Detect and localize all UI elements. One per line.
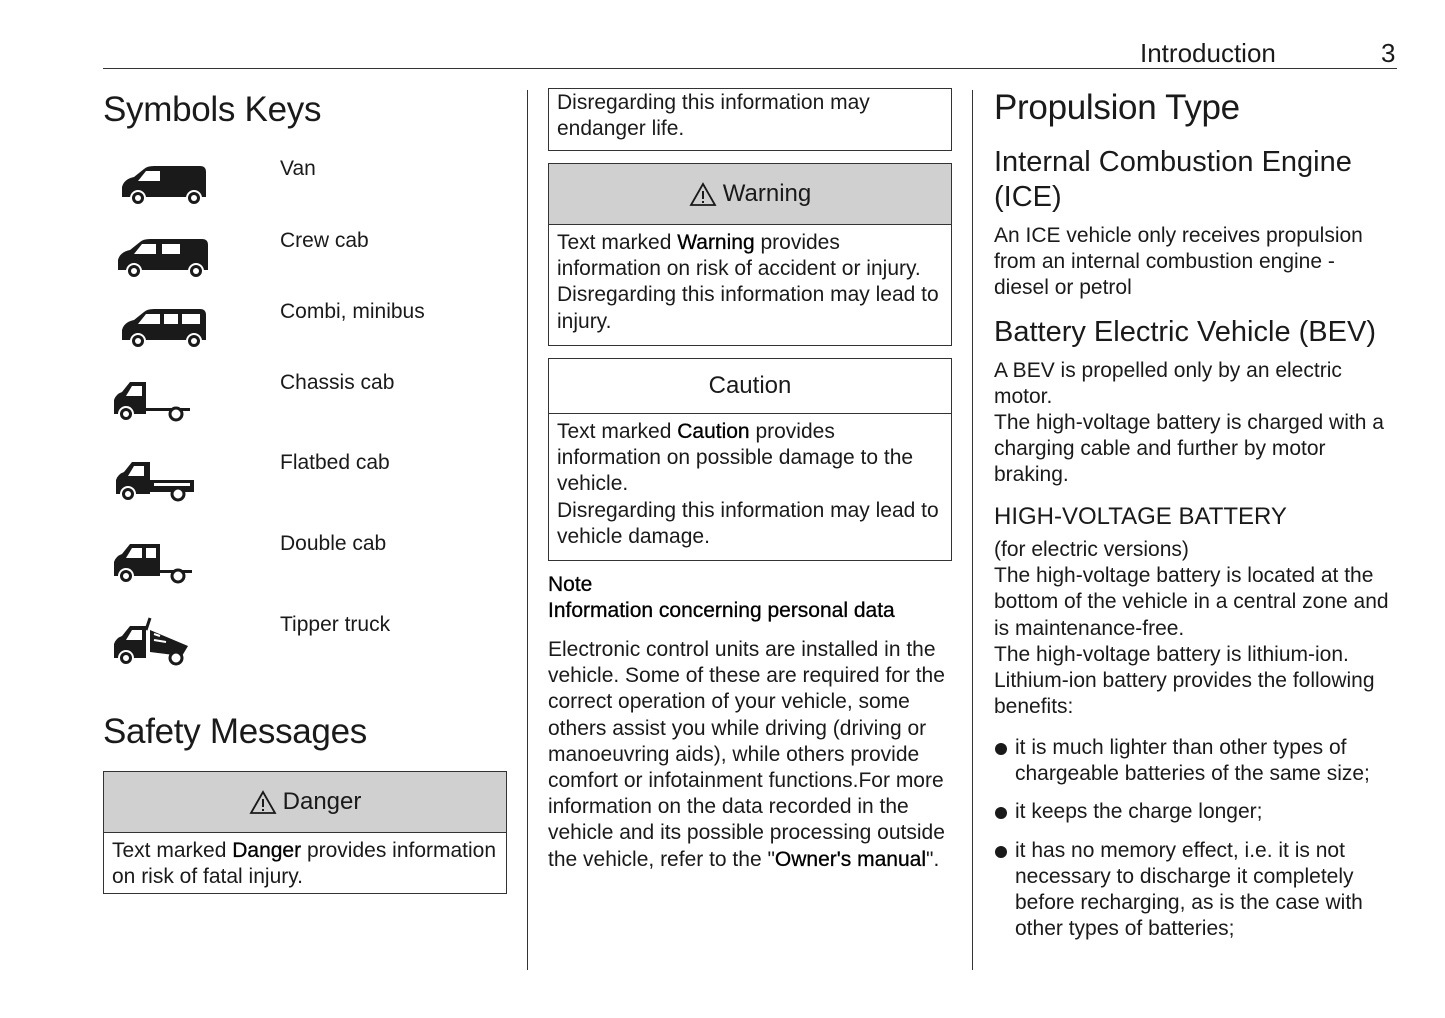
danger-box xyxy=(103,771,507,894)
warning-triangle-icon xyxy=(249,790,277,815)
caution-text-pre: Text marked xyxy=(557,420,678,443)
warning-text-strong: Warning xyxy=(677,231,755,254)
warning-triangle-icon xyxy=(689,182,717,207)
danger-title: Danger xyxy=(282,788,362,815)
chassis-cab-icon xyxy=(110,370,215,430)
symbol-label-crew-cab: Crew cab xyxy=(280,229,369,252)
ice-heading: Internal Combustion Engine (ICE) xyxy=(994,146,1352,213)
warning-text-post: provides information on risk of accident or injury. xyxy=(557,231,921,281)
warning-box-header xyxy=(549,164,951,225)
hv-battery-heading: HIGH-VOLTAGE BATTERY xyxy=(994,503,1287,530)
benefit-text: it has no memory effect, i.e. it is not necessary to discharge it completely before recharging, as is the case with other types of batteries; xyxy=(1015,838,1363,941)
symbol-label-combi-minibus: Combi, minibus xyxy=(280,300,425,323)
bev-text-1: A BEV is propelled only by an electric motor. xyxy=(994,359,1342,409)
symbols-keys-heading: Symbols Keys xyxy=(103,90,322,129)
warning-title: Warning xyxy=(722,180,812,207)
column-divider-left xyxy=(527,90,528,970)
danger-continued-box xyxy=(548,88,952,151)
danger-text-post: provides information on risk of fatal injury. xyxy=(112,839,497,889)
bullet-icon xyxy=(995,846,1007,858)
header-rule xyxy=(103,68,1397,69)
note-body-text: Electronic control units are installed in the vehicle. Some of these are required for the correct operation of your vehicle, some others assist you while driving (driving or manoeuvring aids), while others provide comfort or infotainment functions.For more information on the data recorded in the vehicle and its possible processing outside the vehicle, refer to the " xyxy=(548,638,945,871)
caution-box-header xyxy=(549,359,951,414)
flatbed-cab-icon xyxy=(110,450,215,510)
tipper-truck-icon xyxy=(110,612,215,672)
caution-text-extra: Disregarding this information may lead to vehicle damage. xyxy=(557,498,939,548)
crew-cab-icon xyxy=(110,228,215,288)
ice-text: An ICE vehicle only receives propulsion from an internal combustion engine - diesel or petrol xyxy=(994,224,1363,300)
danger-text-strong: Danger xyxy=(232,839,302,862)
bev-heading: Battery Electric Vehicle (BEV) xyxy=(994,316,1376,348)
note-label xyxy=(548,572,592,598)
double-cab-icon xyxy=(110,532,215,592)
van-icon xyxy=(110,155,215,215)
symbol-label-chassis-cab: Chassis cab xyxy=(280,371,395,394)
combi-minibus-icon xyxy=(110,298,215,358)
page-header-title: Introduction xyxy=(1140,38,1276,68)
warning-text xyxy=(549,225,951,340)
note-title-text: Information concerning personal data xyxy=(548,599,895,622)
benefits-list xyxy=(994,735,1394,954)
hv-battery-text: (for electric versions) The high-voltage battery is located at the bottom of the vehicle in a central zone and is maintenance-free. The high-voltage battery is lithium-ion. Lithium-ion battery provides the following benefits: xyxy=(994,538,1389,719)
list-item xyxy=(994,838,1394,943)
danger-text-pre: Text marked xyxy=(112,839,233,862)
bev-text-2: The high-voltage battery is charged with a charging cable and further by motor braking. xyxy=(994,411,1384,487)
caution-text xyxy=(549,414,951,555)
caution-text-post: provides information on possible damage to the vehicle. xyxy=(557,420,914,496)
note-body xyxy=(548,637,948,873)
note-body-strong: Owner's manual xyxy=(774,847,926,871)
benefit-text: it is much lighter than other types of chargeable batteries of the same size; xyxy=(1015,736,1370,786)
bullet-icon xyxy=(995,807,1007,819)
safety-messages-heading: Safety Messages xyxy=(103,712,367,751)
warning-box xyxy=(548,163,952,346)
list-item xyxy=(994,799,1394,825)
note-body-end: ". xyxy=(926,847,940,871)
note-title xyxy=(548,598,895,624)
warning-text-pre: Text marked xyxy=(557,231,678,254)
column-divider-right xyxy=(972,90,973,970)
page-number: 3 xyxy=(1381,38,1396,68)
danger-continued-text: Disregarding this information may endanger life. xyxy=(557,91,870,141)
symbol-label-van: Van xyxy=(280,157,316,180)
symbol-label-tipper-truck: Tipper truck xyxy=(280,613,391,636)
caution-text-strong: Caution xyxy=(677,420,750,443)
bullet-icon xyxy=(995,743,1007,755)
warning-text-extra: Disregarding this information may lead to injury. xyxy=(557,283,939,333)
list-item xyxy=(994,735,1394,787)
danger-text xyxy=(104,833,506,895)
propulsion-type-heading: Propulsion Type xyxy=(994,88,1240,127)
benefit-text: it keeps the charge longer; xyxy=(1015,800,1263,824)
symbol-label-double-cab: Double cab xyxy=(280,532,387,555)
note-label-text: Note xyxy=(548,573,593,596)
caution-title: Caution xyxy=(708,372,792,399)
caution-box xyxy=(548,358,952,561)
danger-box-header xyxy=(104,772,506,833)
symbol-label-flatbed-cab: Flatbed cab xyxy=(280,451,390,474)
